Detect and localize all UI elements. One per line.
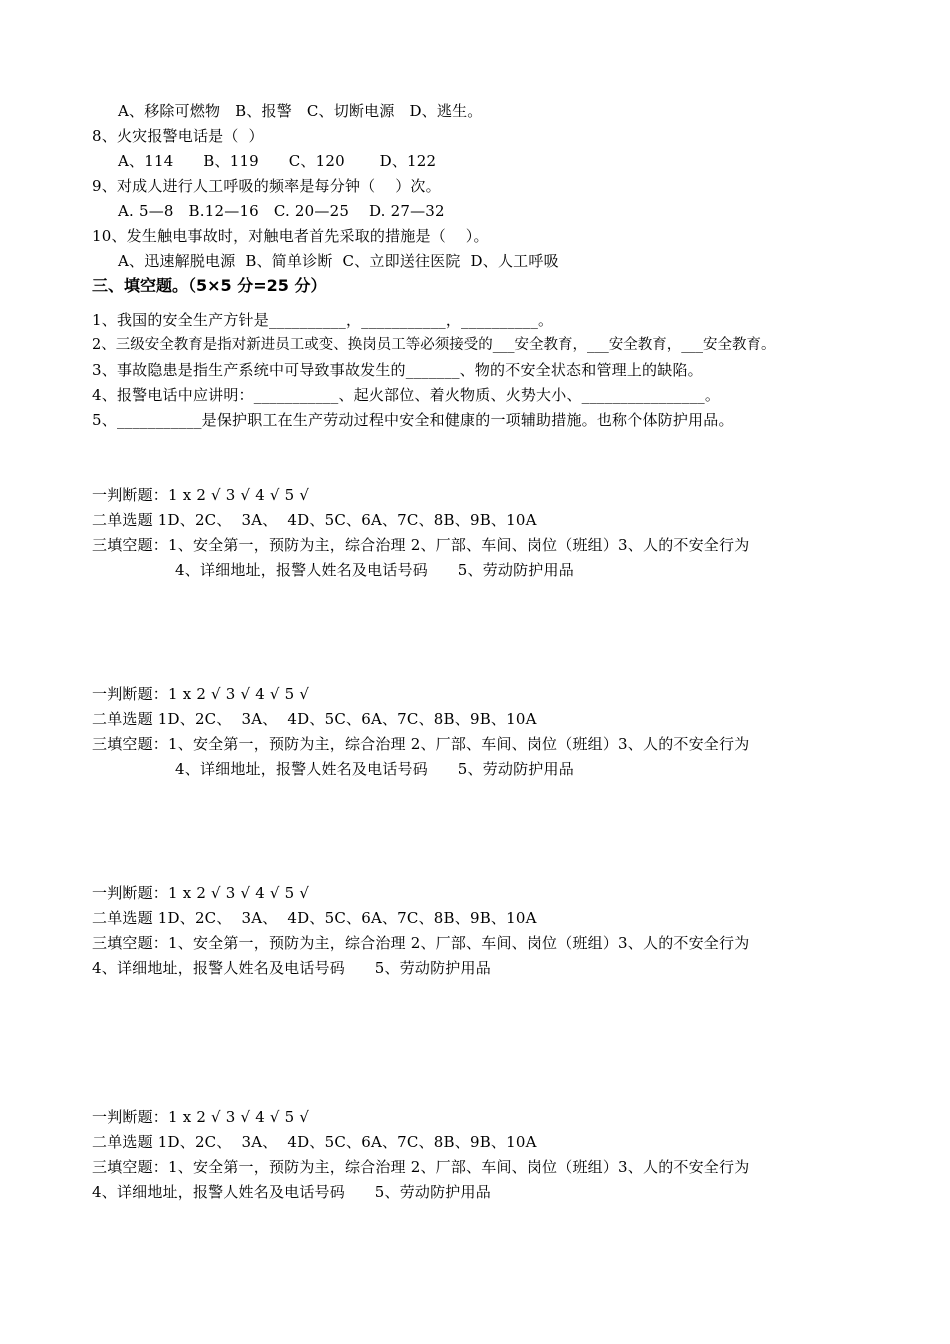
answer-judge: 一判断题：1 x 2 √ 3 √ 4 √ 5 √ [92, 884, 310, 902]
answer-single: 二单选题 1D、2C、 3A、 4D、5C、6A、7C、8B、9B、10A [92, 511, 537, 529]
answer-judge: 一判断题：1 x 2 √ 3 √ 4 √ 5 √ [92, 1108, 310, 1126]
q10-question: 10、发生触电事故时，对触电者首先采取的措施是（ ）。 [92, 227, 489, 245]
q9-question: 9、对成人进行人工呼吸的频率是每分钟（ ）次。 [92, 177, 441, 195]
q9-options: A. 5—8 B.12—16 C. 20—25 D. 27—32 [118, 202, 445, 220]
fill-item-2: 2、三级安全教育是指对新进员工或变、换岗员工等必须接受的___安全教育，___安全教育，___安全教育。 [92, 337, 776, 353]
q7-options: A、移除可燃物 B、报警 C、切断电源 D、逃生。 [118, 102, 483, 120]
fill-item-4: 4、报警电话中应讲明：___________、起火部位、着火物质、火势大小、________________。 [92, 386, 721, 404]
answer-single: 二单选题 1D、2C、 3A、 4D、5C、6A、7C、8B、9B、10A [92, 1133, 537, 1151]
q8-question: 8、火灾报警电话是（ ） [92, 127, 264, 145]
answer-judge: 一判断题：1 x 2 √ 3 √ 4 √ 5 √ [92, 486, 310, 504]
answer-fill: 三填空题：1、安全第一，预防为主，综合治理 2、厂部、车间、岗位（班组）3、人的不安全行为 [92, 735, 750, 753]
q8-options: A、114 B、119 C、120 D、122 [118, 152, 437, 170]
answer-single: 二单选题 1D、2C、 3A、 4D、5C、6A、7C、8B、9B、10A [92, 710, 537, 728]
answer-fill: 三填空题：1、安全第一，预防为主，综合治理 2、厂部、车间、岗位（班组）3、人的不安全行为 [92, 1158, 750, 1176]
answer-fill-cont: 4、详细地址，报警人姓名及电话号码 5、劳动防护用品 [92, 1183, 491, 1201]
answer-fill-cont: 4、详细地址，报警人姓名及电话号码 5、劳动防护用品 [175, 760, 574, 778]
answer-fill: 三填空题：1、安全第一，预防为主，综合治理 2、厂部、车间、岗位（班组）3、人的不安全行为 [92, 934, 750, 952]
fill-item-1: 1、我国的安全生产方针是__________，___________，__________。 [92, 311, 554, 329]
section3-heading: 三、填空题。（5×5 分=25 分） [92, 276, 327, 295]
fill-item-5: 5、___________是保护职工在生产劳动过程中安全和健康的一项辅助措施。也称个体防护用品。 [92, 411, 734, 429]
answer-fill-cont: 4、详细地址，报警人姓名及电话号码 5、劳动防护用品 [175, 561, 574, 579]
fill-item-3: 3、事故隐患是指生产系统中可导致事故发生的_______、物的不安全状态和管理上的缺陷。 [92, 361, 703, 379]
answer-fill-cont: 4、详细地址，报警人姓名及电话号码 5、劳动防护用品 [92, 959, 491, 977]
answer-single: 二单选题 1D、2C、 3A、 4D、5C、6A、7C、8B、9B、10A [92, 909, 537, 927]
answer-judge: 一判断题：1 x 2 √ 3 √ 4 √ 5 √ [92, 685, 310, 703]
answer-fill: 三填空题：1、安全第一，预防为主，综合治理 2、厂部、车间、岗位（班组）3、人的不安全行为 [92, 536, 750, 554]
q10-options: A、迅速解脱电源 B、简单诊断 C、立即送往医院 D、人工呼吸 [118, 252, 559, 270]
